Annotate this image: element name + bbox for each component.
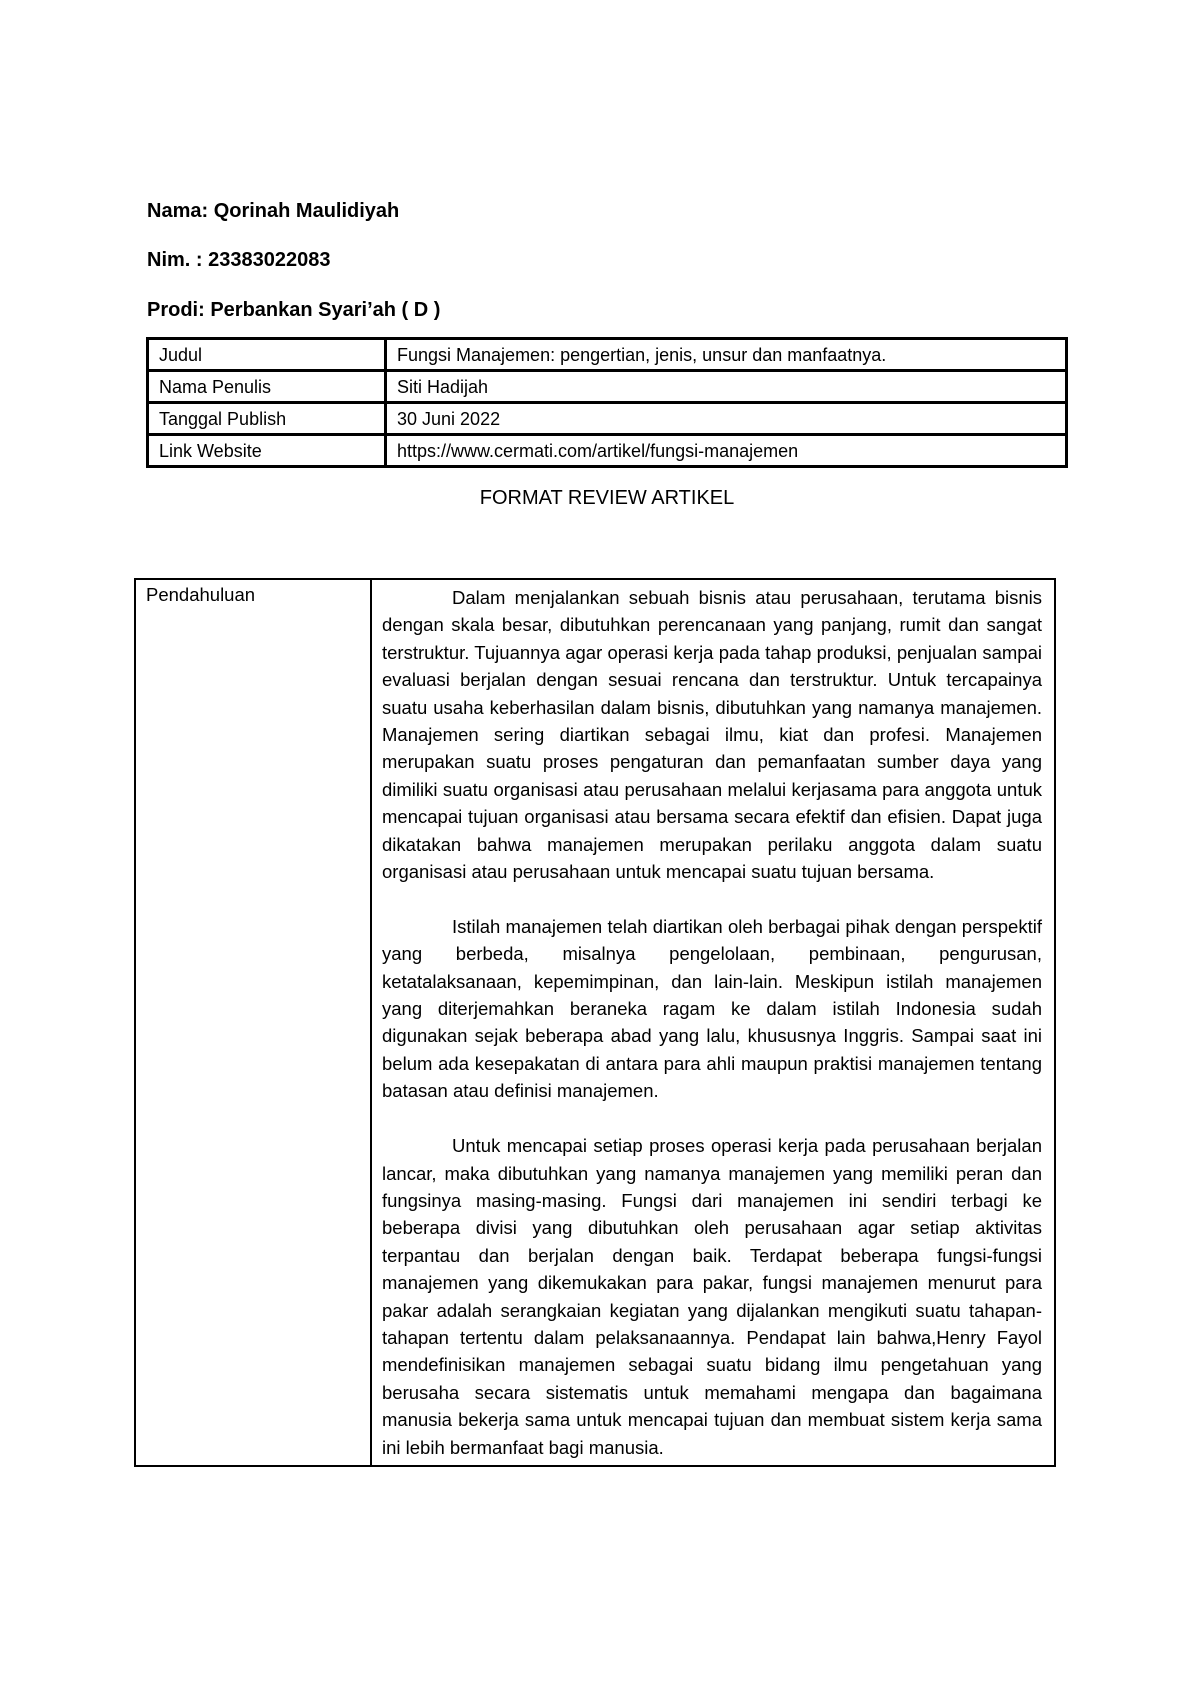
paragraph-3: Untuk mencapai setiap proses operasi kerja pada perusahaan berjalan lancar, maka dibutuhkan yang namanya manajemen yang memiliki peran dan fungsinya masing-masing. Fungsi dari manajemen ini sendiri terbagi ke beberapa divisi yang dibutuhkan oleh perusahaan agar setiap aktivitas terpantau dan berjalan dengan baik. Terdapat beberapa fungsi-fungsi manajemen yang dikemukakan para pakar, fungsi manajemen menurut para pakar adalah serangkaian kegiatan yang dijalankan mengikuti suatu tahapan-tahapan tertentu dalam pelaksanaannya. Pendapat lain bahwa,Henry Fayol mendefinisikan manajemen sebagai suatu bidang ilmu pengetahuan yang berusaha secara sistematis untuk memahami mengapa dan bagaimana manusia bekerja sama untuk mencapai tujuan dan membuat sistem kerja sama ini lebih bermanfaat bagi manusia. — [382, 1135, 1042, 1458]
penulis-value: Siti Hadijah — [386, 371, 1067, 403]
section-label: Pendahuluan — [135, 579, 371, 1466]
article-info-table — [146, 337, 1068, 468]
paragraph-1: Dalam menjalankan sebuah bisnis atau perusahaan, terutama bisnis dengan skala besar, dibutuhkan perencanaan yang panjang, rumit dan sangat terstruktur. Tujuannya agar operasi kerja pada tahap produksi, penjualan sampai evaluasi berjalan dengan sesuai rencana dan terstruktur. Untuk tercapainya suatu usaha keberhasilan dalam bisnis, dibutuhkan yang namanya manajemen. Manajemen sering diartikan sebagai ilmu, kiat dan profesi. Manajemen merupakan suatu proses pengaturan dan pemanfaatan sumber daya yang dimiliki suatu organisasi atau perusahaan melalui kerjasama para anggota untuk mencapai tujuan organisasi atau bersama secara efektif dan efisien. Dapat juga dikatakan bahwa manajemen merupakan perilaku anggota dalam suatu organisasi atau perusahaan untuk mencapai suatu tujuan bersama. — [382, 587, 1042, 883]
judul-label: Judul — [148, 339, 386, 371]
tanggal-label: Tanggal Publish — [148, 403, 386, 435]
paragraph-2: Istilah manajemen telah diartikan oleh berbagai pihak dengan perspektif yang berbeda, misalnya pengelolaan, pembinaan, pengurusan, ketatalaksanaan, kepemimpinan, dan lain-lain. Meskipun istilah manajemen yang diterjemahkan beraneka ragam ke dalam istilah Indonesia sudah digunakan sejak beberapa abad yang lalu, khususnya Inggris. Sampai saat ini belum ada kesepakatan di antara para ahli maupun praktisi manajemen tentang batasan atau definisi manajemen. — [382, 915, 1042, 1102]
table-row — [148, 435, 1067, 467]
link-value: https://www.cermati.com/artikel/fungsi-manajemen — [386, 435, 1067, 467]
review-body — [371, 579, 1055, 1466]
student-prodi: Prodi: Perbankan Syari’ah ( D ) — [147, 299, 441, 321]
format-title: FORMAT REVIEW ARTIKEL — [479, 487, 735, 509]
table-row — [148, 371, 1067, 403]
table-row — [148, 339, 1067, 371]
table-row — [135, 579, 1055, 1466]
review-table — [134, 578, 1056, 1467]
student-name: Nama: Qorinah Maulidiyah — [147, 200, 400, 222]
judul-value: Fungsi Manajemen: pengertian, jenis, unsur dan manfaatnya. — [386, 339, 1067, 371]
tanggal-value: 30 Juni 2022 — [386, 403, 1067, 435]
link-label: Link Website — [148, 435, 386, 467]
penulis-label: Nama Penulis — [148, 371, 386, 403]
student-nim: Nim. : 23383022083 — [147, 249, 331, 271]
table-row — [148, 403, 1067, 435]
